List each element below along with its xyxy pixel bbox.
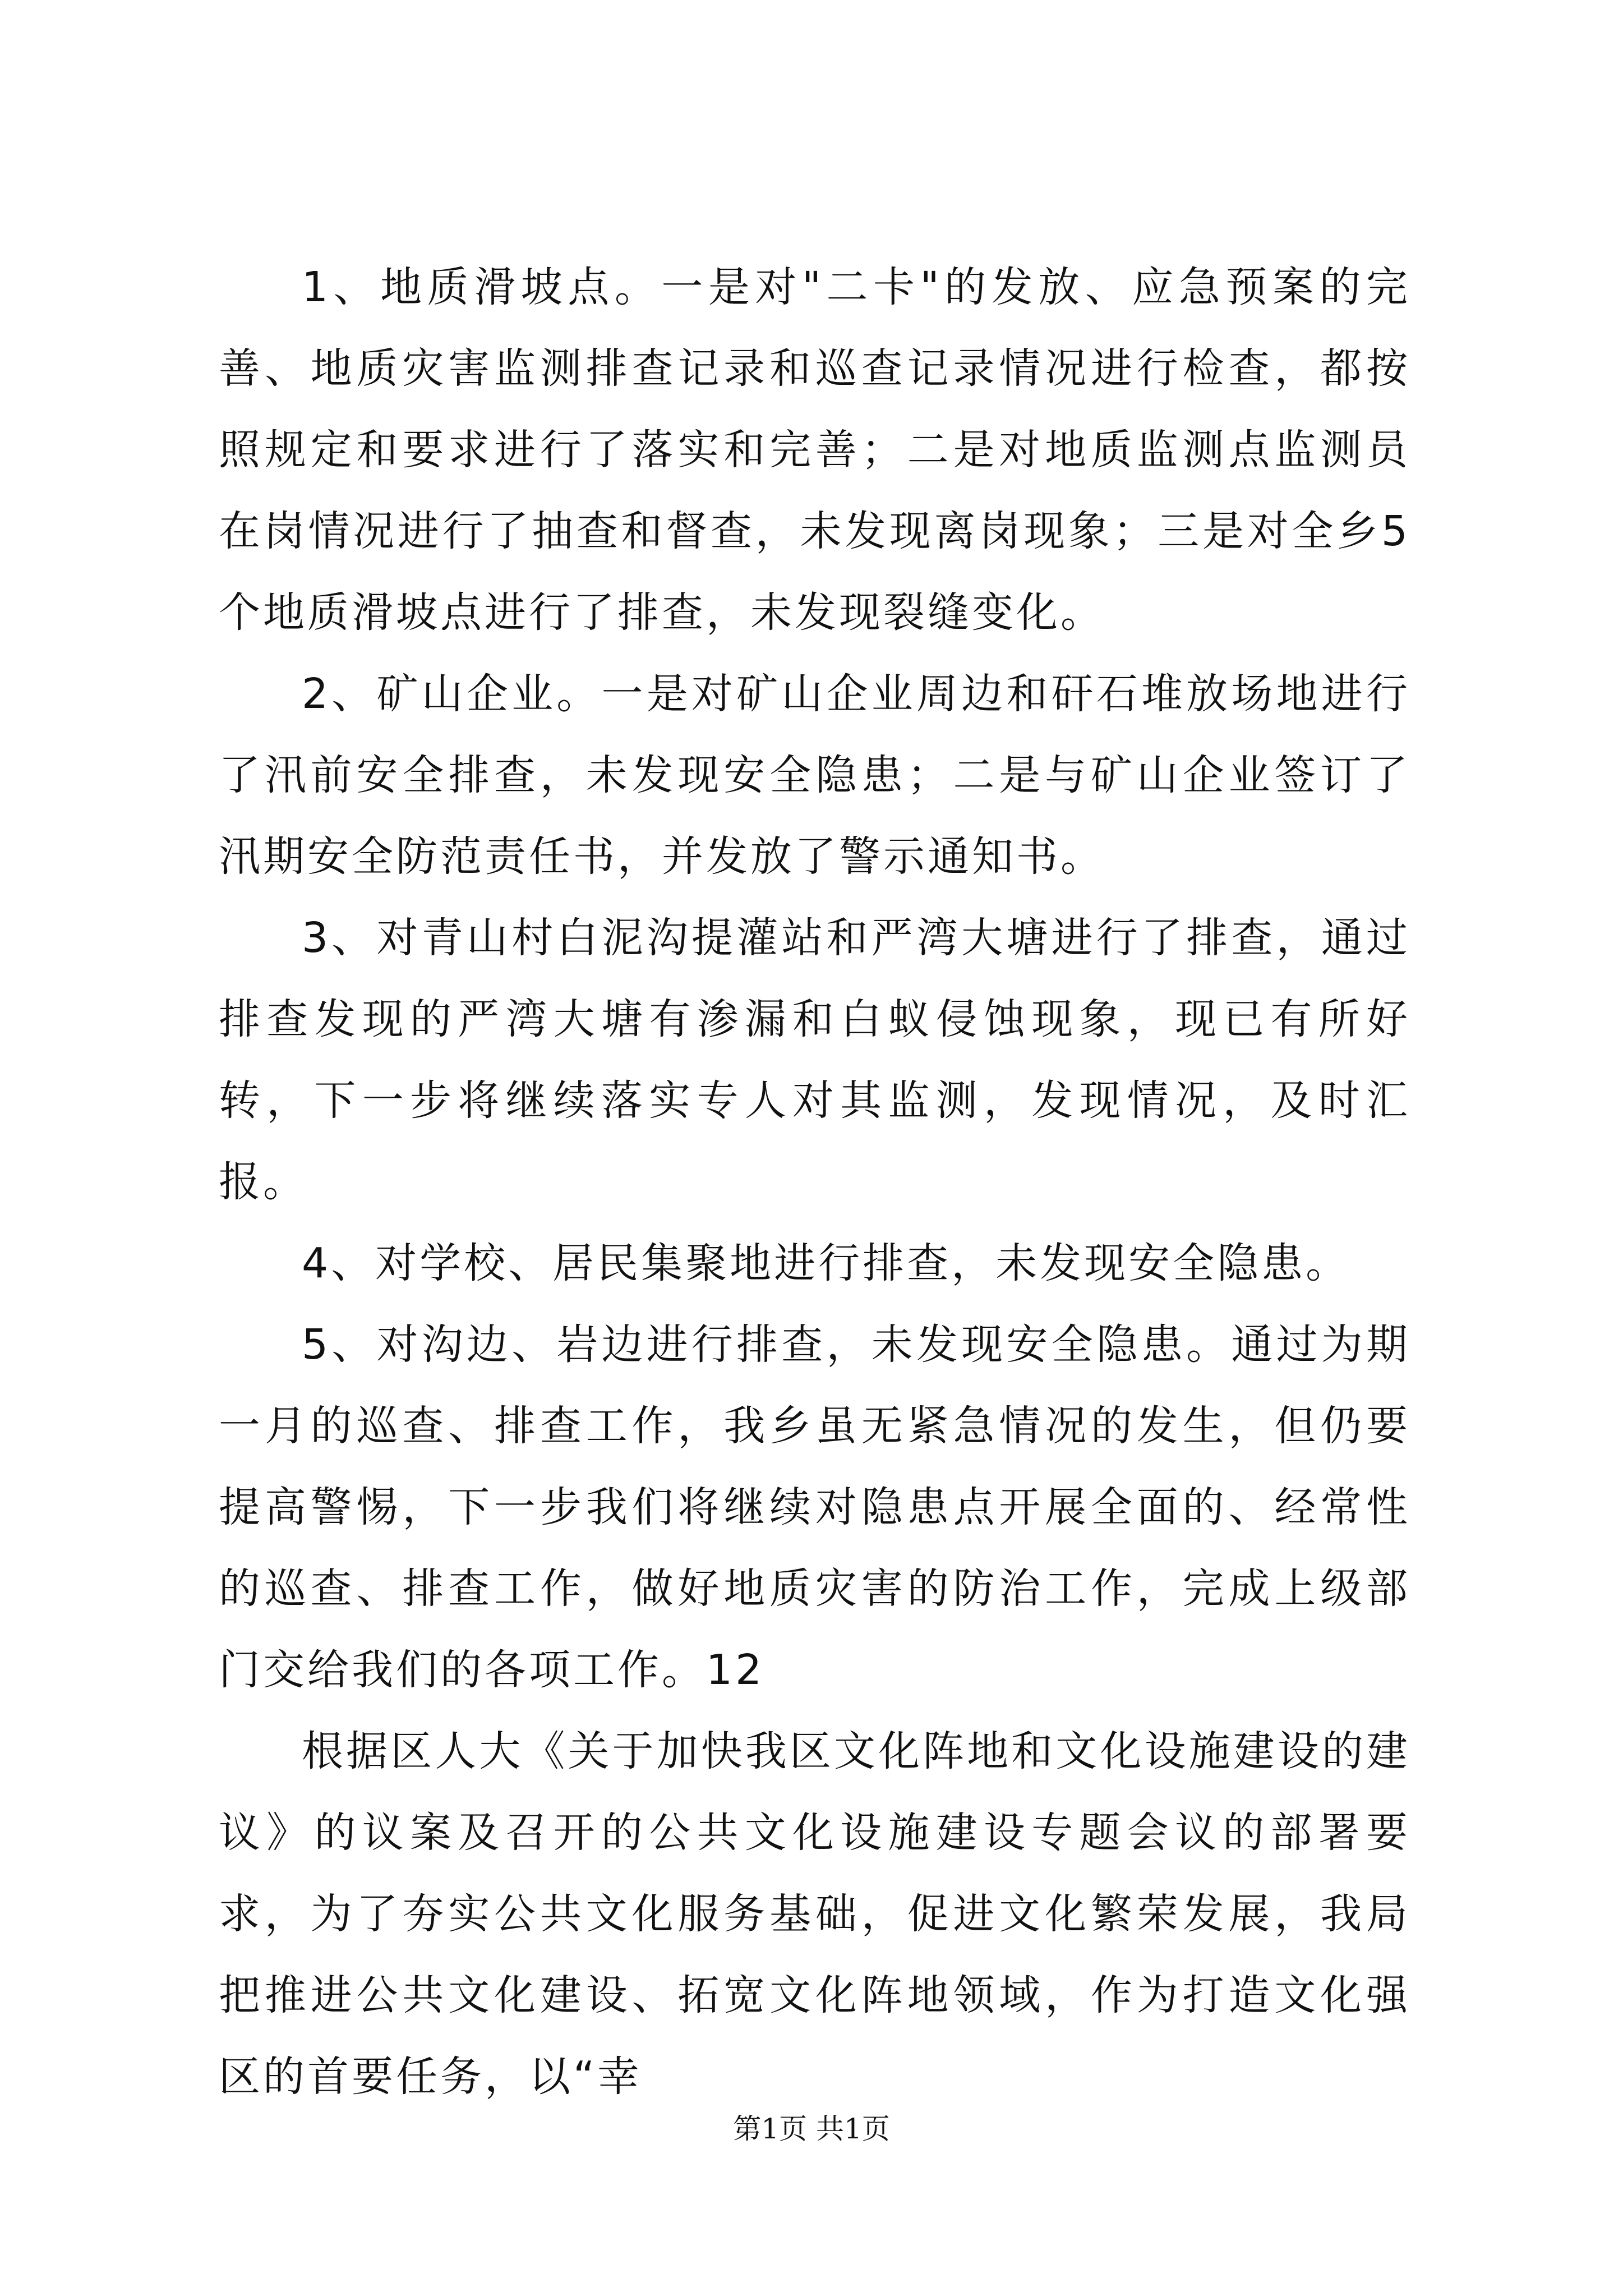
paragraph-geological-landslide: 1、地质滑坡点。一是对"二卡"的发放、应急预案的完善、地质灾害监测排查记录和巡查记录情况进行检查，都按照规定和要求进行了落实和完善；二是对地质监测点监测员在岗情况进行了抽查和督查，未发现离岗现象；三是对全乡5个地质滑坡点进行了排查，未发现裂缝变化。 [219, 263, 1410, 637]
document-body [219, 247, 1410, 2118]
paragraph-ditch-cliff: 5、对沟边、岩边进行排查，未发现安全隐患。通过为期一月的巡查、排查工作，我乡虽无紧急情况的发生，但仍要提高警惕，下一步我们将继续对隐患点开展全面的、经常性的巡查、排查工作，做好地质灾害的防治工作，完成上级部门交给我们的各项工作。12 [219, 1320, 1410, 1694]
paragraph-cultural-facilities: 根据区人大《关于加快我区文化阵地和文化设施建设的建议》的议案及召开的公共文化设施建设专题会议的部署要求，为了夯实公共文化服务基础，促进文化繁荣发展，我局把推进公共文化建设、拓宽文化阵地领域，作为打造文化强区的首要任务，以“幸 [219, 1727, 1410, 2101]
page-footer: 第1页 共1页 [733, 2113, 890, 2145]
paragraph-mining-enterprise: 2、矿山企业。一是对矿山企业周边和矸石堆放场地进行了汛前安全排查，未发现安全隐患；二是与矿山企业签订了汛期安全防范责任书，并发放了警示通知书。 [219, 670, 1410, 881]
paragraph-school-residential: 4、对学校、居民集聚地进行排查，未发现安全隐患。 [302, 1239, 1350, 1287]
paragraph-pond-inspection: 3、对青山村白泥沟提灌站和严湾大塘进行了排查，通过排查发现的严湾大塘有渗漏和白蚁侵蚀现象，现已有所好转，下一步将继续落实专人对其监测，发现情况，及时汇报。 [219, 914, 1410, 1206]
